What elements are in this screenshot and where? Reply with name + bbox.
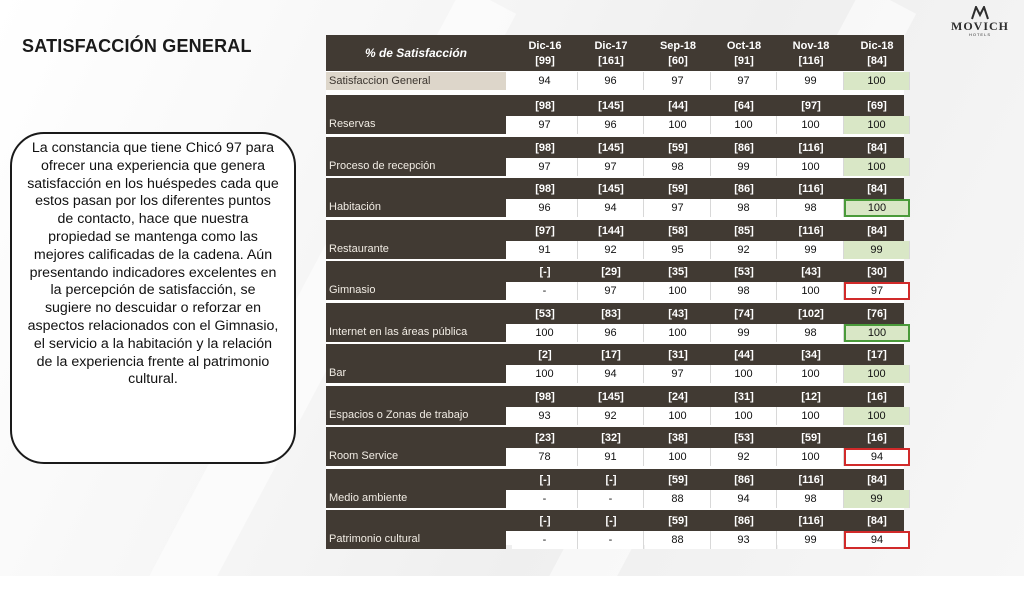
movich-logo-icon <box>971 6 989 20</box>
table-row <box>326 220 904 260</box>
count-cell: [84] <box>867 515 887 527</box>
count-cell: [2] <box>538 349 552 361</box>
value-cell: 99 <box>778 241 844 259</box>
table-row <box>326 427 904 467</box>
count-cell: [116] <box>798 515 824 527</box>
value-cell: 100 <box>778 365 844 383</box>
period-count: [161] <box>598 55 624 67</box>
count-cell: [59] <box>801 432 821 444</box>
value-cell: 100 <box>778 158 844 176</box>
count-cell: [86] <box>734 515 754 527</box>
value-cell: 95 <box>645 241 711 259</box>
value-cell: 98 <box>711 282 777 300</box>
count-cell: [64] <box>734 100 754 112</box>
count-cell: [58] <box>668 225 688 237</box>
satisfaction-table <box>326 35 904 545</box>
count-cell: [29] <box>601 266 621 278</box>
count-cell: [116] <box>798 225 824 237</box>
value-cell: 100 <box>844 158 910 176</box>
value-cell: 88 <box>645 531 711 549</box>
count-cell: [35] <box>668 266 688 278</box>
count-cell: [53] <box>535 308 555 320</box>
count-cell: [76] <box>867 308 887 320</box>
count-cell: [145] <box>598 183 624 195</box>
count-cell: [144] <box>598 225 624 237</box>
count-cell: [85] <box>734 225 754 237</box>
value-cell: 97 <box>578 158 644 176</box>
table-header <box>326 35 904 71</box>
value-cell: 92 <box>578 241 644 259</box>
count-cell: [17] <box>601 349 621 361</box>
table-row <box>326 261 904 301</box>
row-label: Patrimonio cultural <box>329 533 421 545</box>
count-cell: [16] <box>867 391 887 403</box>
period-label: Dic-18 <box>860 40 894 52</box>
count-cell: [-] <box>539 474 551 486</box>
value-cell: 100 <box>711 116 777 134</box>
value-cell: 99 <box>711 158 777 176</box>
row-label: Satisfaccion General <box>326 72 506 90</box>
value-cell: 92 <box>711 241 777 259</box>
value-cell: 94 <box>578 199 644 217</box>
count-cell: [74] <box>734 308 754 320</box>
count-cell: [59] <box>668 474 688 486</box>
count-cell: [116] <box>798 183 824 195</box>
count-cell: [53] <box>734 432 754 444</box>
value-cell: 97 <box>711 72 777 90</box>
count-cell: [31] <box>668 349 688 361</box>
header-label: % de Satisfacción <box>364 46 468 60</box>
period-label: Nov-18 <box>792 40 830 52</box>
value-cell: 98 <box>711 199 777 217</box>
period-count: [91] <box>734 55 754 67</box>
value-cell: 92 <box>711 448 777 466</box>
value-cell: 100 <box>778 407 844 425</box>
count-cell: [31] <box>734 391 754 403</box>
value-cell: 96 <box>578 72 644 90</box>
value-cell: 99 <box>844 241 910 259</box>
value-cell: 99 <box>778 72 844 90</box>
value-cell: 100 <box>844 72 910 90</box>
table-row <box>326 344 904 384</box>
count-cell: [44] <box>668 100 688 112</box>
value-cell: 94 <box>512 72 578 90</box>
value-cell: 98 <box>778 324 844 342</box>
table-row <box>326 72 904 90</box>
count-cell: [98] <box>535 100 555 112</box>
value-cell: 97 <box>844 282 910 300</box>
count-cell: [17] <box>867 349 887 361</box>
value-cell: 94 <box>844 448 910 466</box>
count-cell: [116] <box>798 142 824 154</box>
value-cell: 97 <box>645 365 711 383</box>
value-cell: 99 <box>778 531 844 549</box>
count-cell: [97] <box>535 225 555 237</box>
count-cell: [98] <box>535 142 555 154</box>
value-cell: 100 <box>778 448 844 466</box>
value-cell: 100 <box>711 407 777 425</box>
period-label: Sep-18 <box>659 40 697 52</box>
period-count: [60] <box>668 55 688 67</box>
row-label: Bar <box>329 367 347 379</box>
value-cell: 97 <box>512 158 578 176</box>
value-cell: 100 <box>512 365 578 383</box>
value-cell: - <box>512 282 578 300</box>
count-cell: [59] <box>668 515 688 527</box>
value-cell: 92 <box>578 407 644 425</box>
brand-logo <box>944 6 1016 46</box>
period-count: [116] <box>798 55 824 67</box>
row-label: Espacios o Zonas de trabajo <box>329 409 469 421</box>
period-label: Dic-16 <box>528 40 562 52</box>
value-cell: 100 <box>645 448 711 466</box>
count-cell: [98] <box>535 391 555 403</box>
value-cell: 94 <box>844 531 910 549</box>
count-cell: [116] <box>798 474 824 486</box>
count-cell: [145] <box>598 142 624 154</box>
row-label: Habitación <box>329 201 381 213</box>
count-cell: [-] <box>605 474 617 486</box>
value-cell: 93 <box>512 407 578 425</box>
period-label: Oct-18 <box>726 40 762 52</box>
page-title: SATISFACCIÓN GENERAL <box>22 36 252 56</box>
value-cell: 96 <box>578 116 644 134</box>
value-cell: 100 <box>645 282 711 300</box>
value-cell: 97 <box>578 282 644 300</box>
value-cell: 97 <box>645 72 711 90</box>
value-cell: 88 <box>645 490 711 508</box>
value-cell: 98 <box>645 158 711 176</box>
count-cell: [34] <box>801 349 821 361</box>
count-cell: [86] <box>734 183 754 195</box>
value-cell: 100 <box>645 324 711 342</box>
row-label: Gimnasio <box>329 284 376 296</box>
count-cell: [44] <box>734 349 754 361</box>
count-cell: [102] <box>798 308 824 320</box>
count-cell: [12] <box>801 391 821 403</box>
count-cell: [84] <box>867 142 887 154</box>
count-cell: [43] <box>801 266 821 278</box>
brand-name: MOVICH <box>951 19 1009 33</box>
count-cell: [145] <box>598 391 624 403</box>
count-cell: [24] <box>668 391 688 403</box>
count-cell: [97] <box>801 100 821 112</box>
value-cell: 100 <box>512 324 578 342</box>
value-cell: 100 <box>645 407 711 425</box>
count-cell: [38] <box>668 432 688 444</box>
table-row <box>326 510 904 550</box>
count-cell: [32] <box>601 432 621 444</box>
value-cell: 78 <box>512 448 578 466</box>
row-label: Proceso de recepción <box>329 160 436 172</box>
value-cell: 100 <box>844 365 910 383</box>
value-cell: 91 <box>578 448 644 466</box>
value-cell: 94 <box>578 365 644 383</box>
period-count: [99] <box>535 55 555 67</box>
value-cell: 98 <box>778 199 844 217</box>
value-cell: 91 <box>512 241 578 259</box>
value-cell: 100 <box>844 407 910 425</box>
count-cell: [30] <box>867 266 887 278</box>
table-row <box>326 303 904 343</box>
row-label: Restaurante <box>329 243 389 255</box>
count-cell: [-] <box>539 266 551 278</box>
count-cell: [53] <box>734 266 754 278</box>
summary-callout <box>10 132 296 464</box>
value-cell: 93 <box>711 531 777 549</box>
count-cell: [43] <box>668 308 688 320</box>
value-cell: 100 <box>844 199 910 217</box>
count-cell: [145] <box>598 100 624 112</box>
value-cell: 98 <box>778 490 844 508</box>
brand-sub: HOTELS <box>968 32 991 37</box>
row-label: Internet en las áreas pública <box>329 326 468 338</box>
row-label: Medio ambiente <box>329 492 408 504</box>
value-cell: 100 <box>844 116 910 134</box>
count-cell: [23] <box>535 432 555 444</box>
row-label: Room Service <box>329 450 399 462</box>
count-cell: [16] <box>867 432 887 444</box>
count-cell: [-] <box>539 515 551 527</box>
count-cell: [84] <box>867 474 887 486</box>
value-cell: 96 <box>512 199 578 217</box>
value-cell: 99 <box>711 324 777 342</box>
callout-text: La constancia que tiene Chicó 97 para ofrecer una experiencia que genera satisfacción en los huéspedes cada que estos pasan por los diferentes puntos de contacto, hace que nuestra propiedad se mantenga como las mejores calificadas de la cadena. Aún presentando indicadores excelentes en la percepción de satisfacción, se sugiere no descuidar o reforzar en aspectos relacionados con el Gimnasio, el servicio a la habitación y la relación de la experiencia frente al patrimonio cultural. <box>27 140 279 388</box>
row-label: Reservas <box>329 118 376 130</box>
value-cell: 96 <box>578 324 644 342</box>
count-cell: [98] <box>535 183 555 195</box>
value-cell: 97 <box>645 199 711 217</box>
count-cell: [86] <box>734 142 754 154</box>
count-cell: [59] <box>668 142 688 154</box>
value-cell: 99 <box>844 490 910 508</box>
count-cell: [84] <box>867 225 887 237</box>
table-row <box>326 469 904 509</box>
value-cell: - <box>512 490 578 508</box>
table-row <box>326 137 904 177</box>
table-row <box>326 95 904 135</box>
table-row <box>326 386 904 426</box>
value-cell: 100 <box>778 116 844 134</box>
value-cell: 100 <box>844 324 910 342</box>
count-cell: [83] <box>601 308 621 320</box>
period-count: [84] <box>867 55 887 67</box>
value-cell: 100 <box>778 282 844 300</box>
value-cell: 100 <box>711 365 777 383</box>
value-cell: - <box>512 531 578 549</box>
value-cell: - <box>578 531 644 549</box>
period-label: Dic-17 <box>594 40 628 52</box>
table-row <box>326 178 904 218</box>
count-cell: [69] <box>867 100 887 112</box>
value-cell: - <box>578 490 644 508</box>
count-cell: [84] <box>867 183 887 195</box>
count-cell: [86] <box>734 474 754 486</box>
value-cell: 94 <box>711 490 777 508</box>
count-cell: [59] <box>668 183 688 195</box>
count-cell: [-] <box>605 515 617 527</box>
value-cell: 97 <box>512 116 578 134</box>
value-cell: 100 <box>645 116 711 134</box>
